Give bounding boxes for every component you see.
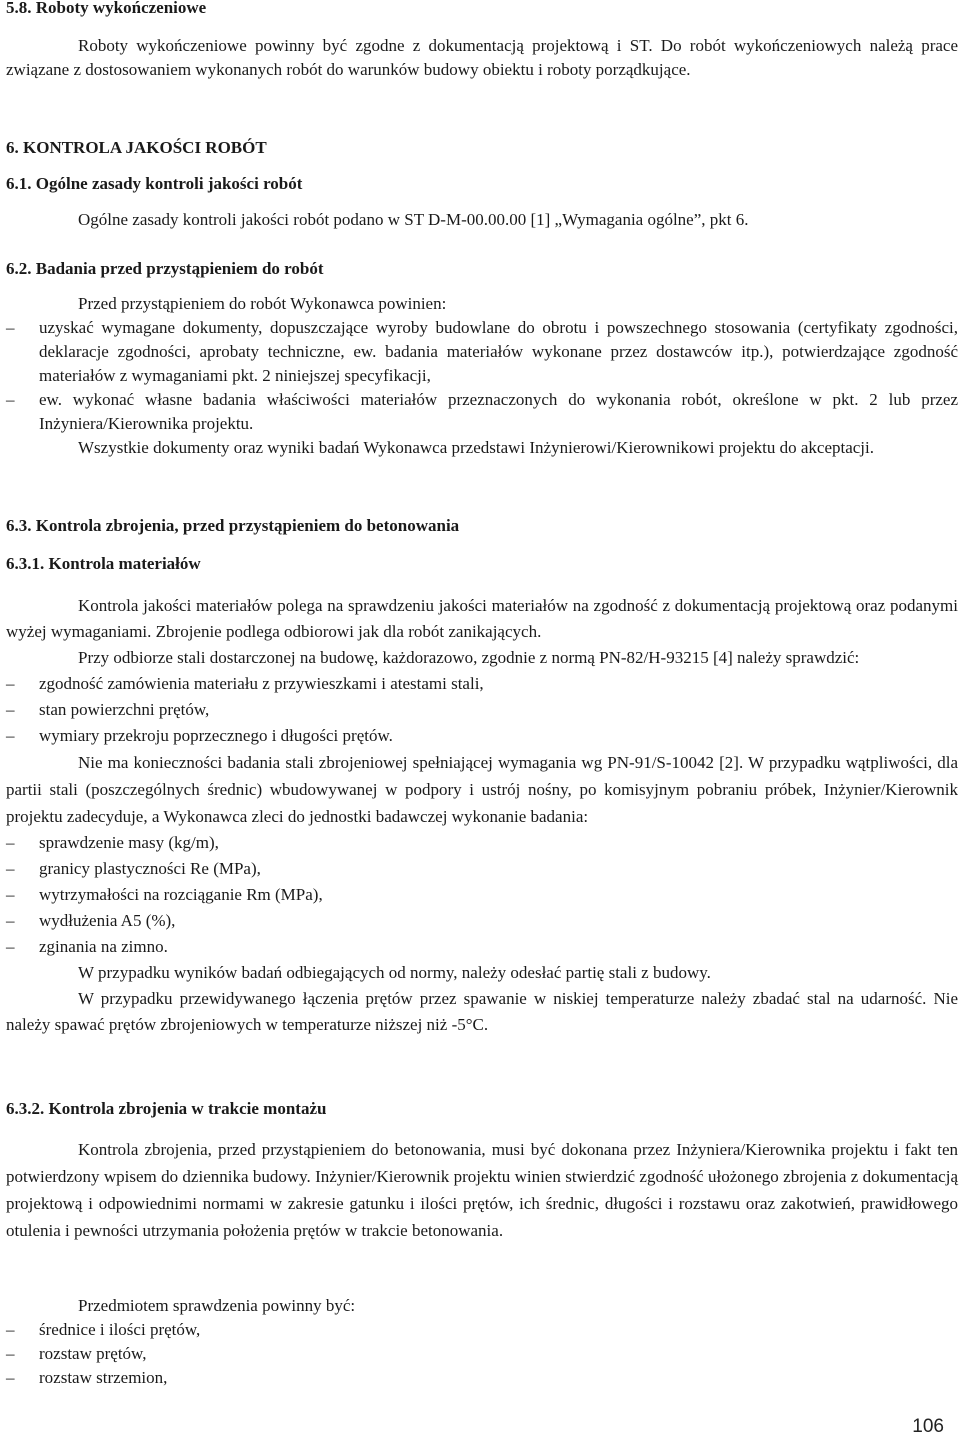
list-item: – granicy plastyczności Re (MPa), (6, 856, 958, 882)
paragraph: Nie ma konieczności badania stali zbrojeniowej spełniającej wymagania wg PN-91/S-10042 [2]. W przypadku wątpliwości, dla partii stali (poszczególnych średnic) wbudowywanej w podpory i ustrój nośny, po komisyjnym pobraniu próbek, Inżynier/Kierownik projektu zadecyduje, a Wykonawca zleci do jednostki badawczej wykonanie badania: (6, 753, 958, 826)
list-item: – rozstaw strzemion, (6, 1366, 958, 1390)
section-6-1-body (6, 208, 958, 232)
page-number: 106 (912, 1416, 944, 1437)
paragraph: Wszystkie dokumenty oraz wyniki badań Wykonawca przedstawi Inżynierowi/Kierownikowi projektu do akceptacji. (78, 438, 875, 457)
heading-5-8: 5.8. Roboty wykończeniowe (6, 0, 207, 17)
list-item: – zgodność zamówienia materiału z przywieszkami i atestami stali, (6, 671, 958, 697)
heading-6-1: 6.1. Ogólne zasady kontroli jakości robót (6, 174, 303, 193)
list-item: – wytrzymałości na rozciąganie Rm (MPa), (6, 882, 958, 908)
list-item: – stan powierzchni prętów, (6, 697, 958, 723)
paragraph: Przy odbiorze stali dostarczonej na budowę, każdorazowo, zgodnie z normą PN-82/H-93215 [4] należy sprawdzić: (78, 648, 860, 667)
list-item: – zginania na zimno. (6, 934, 958, 960)
heading-6-3: 6.3. Kontrola zbrojenia, przed przystąpieniem do betonowania (6, 516, 460, 535)
heading-6-2: 6.2. Badania przed przystąpieniem do robót (6, 259, 324, 278)
paragraph: Ogólne zasady kontroli jakości robót podano w ST D-M-00.00.00 [1] „Wymagania ogólne”, pkt 6. (78, 210, 749, 229)
paragraph: Kontrola zbrojenia, przed przystąpieniem do betonowania, musi być dokonana przez Inżyniera/Kierownika projektu i fakt ten potwierdzony wpisem do dziennika budowy. Inżynier/Kierownik projektu winien stwierdzić zgodność ułożonego zbrojenia z dokumentacją projektową i odpowiednimi normami w zakresie gatunku i ilości prętów, ich średnic, długości i rozstawu oraz zakotwień, prawidłowego otulenia i pewności utrzymania położenia prętów w trakcie betonowania. (6, 1140, 958, 1240)
paragraph: Przed przystąpieniem do robót Wykonawca powinien: (78, 294, 447, 313)
section-6-3-1-body (6, 593, 958, 1038)
list-item: – sprawdzenie masy (kg/m), (6, 830, 958, 856)
heading-6-3-2: 6.3.2. Kontrola zbrojenia w trakcie montażu (6, 1099, 327, 1118)
paragraph: Roboty wykończeniowe powinny być zgodne z dokumentacją projektową i ST. Do robót wykończeniowych należą prace związane z dostosowaniem wykonanych robót do warunków budowy obiektu i roboty porządkujące. (6, 36, 958, 79)
list-item: – wydłużenia A5 (%), (6, 908, 958, 934)
list-item: – rozstaw prętów, (6, 1342, 958, 1366)
list-item: – średnice i ilości prętów, (6, 1318, 958, 1342)
list-item: – ew. wykonać własne badania właściwości materiałów przeznaczonych do wykonania robót, określone w pkt. 2 lub przez Inżyniera/Kierownika projektu. (6, 388, 958, 436)
list-item: – wymiary przekroju poprzecznego i długości prętów. (6, 723, 958, 749)
heading-6: 6. KONTROLA JAKOŚCI ROBÓT (6, 138, 267, 157)
document-page (6, 0, 958, 1442)
section-6-2-body (6, 292, 958, 460)
paragraph: W przypadku przewidywanego łączenia prętów przez spawanie w niskiej temperaturze należy zbadać stal na udarność. Nie należy spawać prętów zbrojeniowych w temperaturze niższej niż -5°C. (6, 989, 958, 1034)
section-5-8-body (6, 34, 958, 82)
heading-6-3-1: 6.3.1. Kontrola materiałów (6, 554, 201, 573)
paragraph: W przypadku wyników badań odbiegających od normy, należy odesłać partię stali z budowy. (78, 963, 711, 982)
paragraph: Kontrola jakości materiałów polega na sprawdzeniu jakości materiałów na zgodność z dokumentacją projektową oraz podanymi wyżej wymaganiami. Zbrojenie podlega odbiorowi jak dla robót zanikających. (6, 596, 958, 641)
list-item: – uzyskać wymagane dokumenty, dopuszczające wyroby budowlane do obrotu i powszechnego stosowania (certyfikaty zgodności, deklaracje zgodności, aprobaty techniczne, ew. badania materiałów wykonane przez dostawców itp.), potwierdzające zgodność materiałów z wymaganiami pkt. 2 niniejszej specyfikacji, (6, 316, 958, 388)
section-6-3-2-body (6, 1136, 958, 1244)
section-6-3-2-list (6, 1294, 958, 1390)
paragraph: Przedmiotem sprawdzenia powinny być: (78, 1296, 356, 1315)
